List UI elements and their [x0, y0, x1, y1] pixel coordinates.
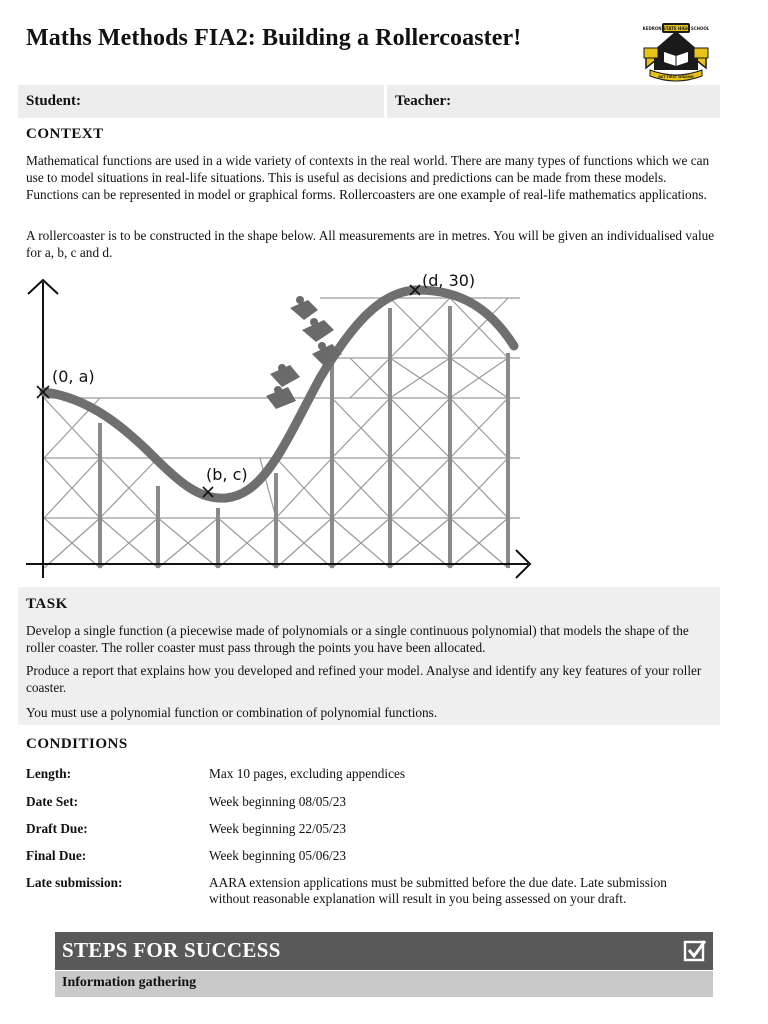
task-heading: TASK — [26, 596, 68, 612]
support-posts — [100, 306, 508, 568]
logo-motto: BUT FIRST WISDOM — [658, 75, 694, 79]
logo-text: KEDRON STATE HIGH SCHOOL — [642, 26, 710, 31]
task-paragraph-2: Produce a report that explains how you developed and refined your model. Analyse and identify any key features of your roller coaster. — [26, 663, 702, 695]
steps-title: STEPS FOR SUCCESS — [62, 938, 281, 962]
condition-value: Week beginning 22/05/23 — [209, 821, 347, 836]
context-paragraph-2: A rollercoaster is to be constructed in the shape below. All measurements are in metres. You will be given an individualised value for a, b, c and d. — [26, 228, 715, 260]
condition-label: Length: — [26, 766, 72, 781]
information-gathering-title: Information gathering — [62, 975, 197, 990]
rollercoaster-figure — [20, 268, 540, 586]
condition-value: Max 10 pages, excluding appendices — [209, 766, 406, 781]
condition-label: Draft Due: — [26, 821, 88, 836]
school-crest-logo — [642, 18, 710, 82]
condition-label: Final Due: — [26, 848, 87, 863]
context-paragraph-1: Mathematical functions are used in a wide variety of contexts in the real world. There are many types of functions which we can use to model situations in real-life situations. This is useful as decisions and predictions can be made from these models. Functions can be represented in model or graphical forms. Rollercoasters are one example of real-life mathematics applications. — [26, 153, 710, 202]
student-teacher-row — [18, 85, 720, 118]
checkbox-checked-icon — [683, 938, 707, 962]
point-d-label: (d, 30) — [422, 271, 476, 290]
page-title: Maths Methods FIA2: Building a Rollercoaster! — [26, 25, 522, 51]
information-gathering-bar — [55, 971, 713, 997]
condition-value: Week beginning 08/05/23 — [209, 794, 347, 809]
context-heading: CONTEXT — [26, 126, 104, 142]
task-paragraph-3: You must use a polynomial function or combination of polynomial functions. — [26, 705, 438, 720]
condition-label: Date Set: — [26, 794, 79, 809]
conditions-heading: CONDITIONS — [26, 736, 128, 752]
student-label: Student: — [18, 85, 384, 118]
steps-for-success-bar — [55, 932, 713, 970]
condition-value: Week beginning 05/06/23 — [209, 848, 347, 863]
point-bc-label: (b, c) — [206, 465, 248, 484]
condition-value: AARA extension applications must be submitted before the due date. Late submission without reasonable explanation will result in you being assessed on your draft. — [209, 875, 667, 906]
condition-label: Late submission: — [26, 875, 123, 890]
teacher-label: Teacher: — [387, 85, 720, 118]
task-paragraph-1: Develop a single function (a piecewise made of polynomials or a single continuous polynomial) that models the shape of the roller coaster. The roller coaster must pass through the points you have been allocated. — [26, 623, 689, 655]
point-a-label: (0, a) — [52, 367, 95, 386]
